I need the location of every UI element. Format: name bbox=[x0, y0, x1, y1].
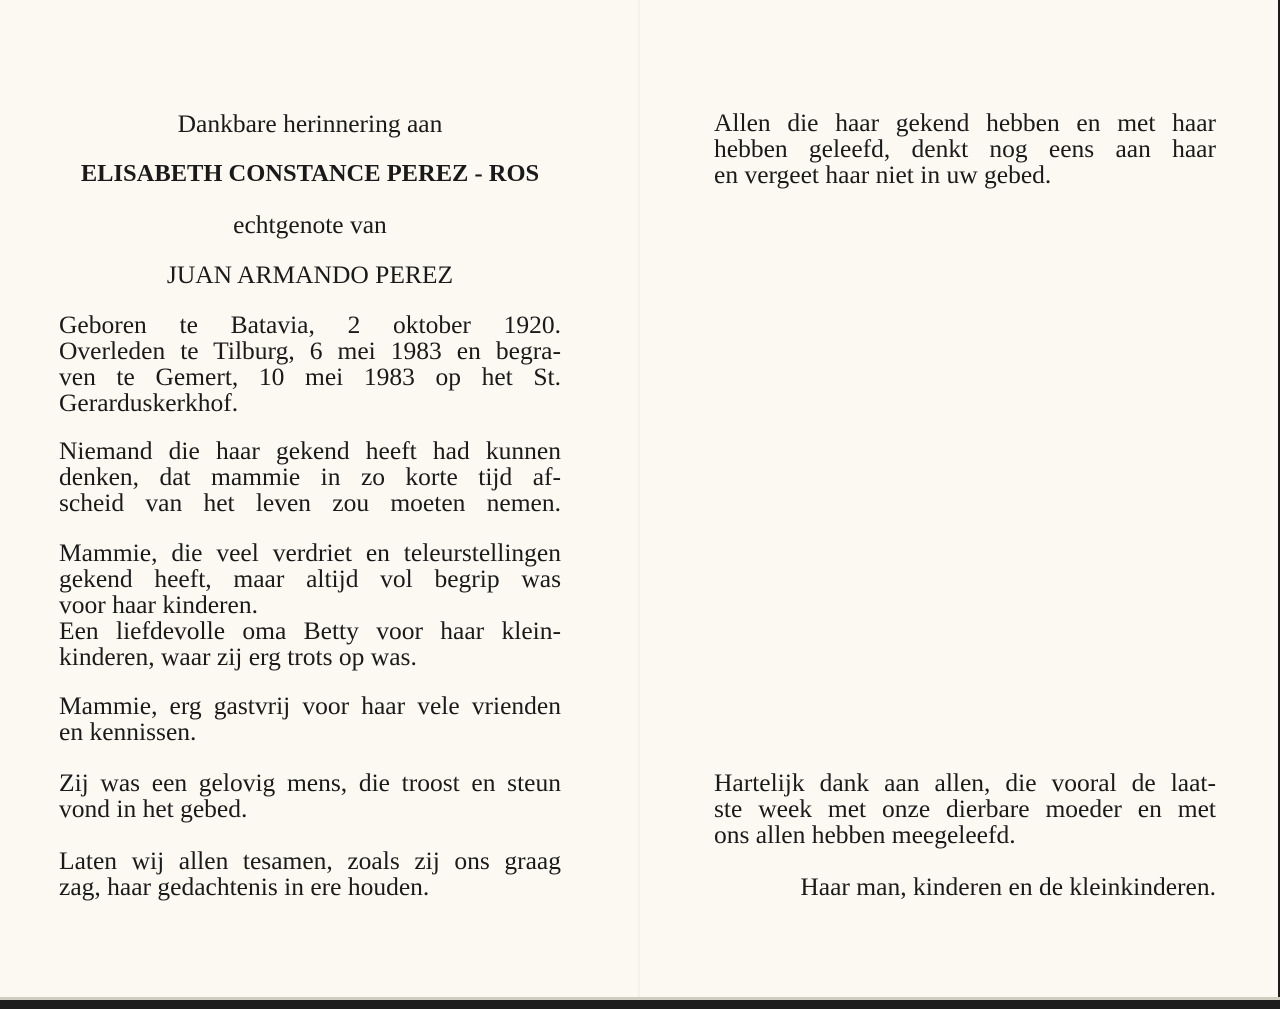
paragraph-line: Mammie, die veel verdriet en teleurstellingen bbox=[59, 538, 561, 567]
paragraph-line: ven te Gemert, 10 mei 1983 op het St. bbox=[59, 362, 561, 391]
paragraph-line: en vergeet haar niet in uw gebed. bbox=[714, 160, 1052, 189]
left-page bbox=[59, 0, 561, 1000]
paragraph-line: Niemand die haar gekend heeft had kunnen bbox=[59, 436, 561, 465]
intro-text: Dankbare herinnering aan bbox=[177, 109, 443, 138]
paragraph-line: kinderen, waar zij erg trots op was. bbox=[59, 642, 417, 671]
paragraph-line: Hartelijk dank aan allen, die vooral de laat- bbox=[714, 768, 1216, 797]
paragraph-line: en kennissen. bbox=[59, 717, 197, 746]
paragraph-line: denken, dat mammie in zo korte tijd af- bbox=[59, 462, 561, 491]
paragraph-line: Allen die haar gekend hebben en met haar bbox=[714, 108, 1216, 137]
paragraph-line: vond in het gebed. bbox=[59, 794, 248, 823]
tribute-paragraph-5 bbox=[59, 848, 561, 900]
paragraph-line: Overleden te Tilburg, 6 mei 1983 en begra- bbox=[59, 336, 561, 365]
thanks-paragraph bbox=[714, 770, 1216, 848]
card-fold bbox=[638, 0, 640, 1000]
paragraph-line: Laten wij allen tesamen, zoals zij ons graag bbox=[59, 846, 561, 875]
paragraph-line: Mammie, erg gastvrij voor haar vele vrienden bbox=[59, 691, 561, 720]
tribute-paragraph-1 bbox=[59, 438, 561, 516]
right-page bbox=[714, 0, 1216, 1000]
paragraph-line: ons allen hebben meegeleefd. bbox=[714, 820, 1016, 849]
paragraph-line: scheid van het leven zou moeten nemen. bbox=[59, 488, 561, 517]
spouse-intro: echtgenote van bbox=[233, 210, 387, 239]
paragraph-line: zag, haar gedachtenis in ere houden. bbox=[59, 872, 430, 901]
tribute-paragraph-2 bbox=[59, 540, 561, 670]
family-signature: Haar man, kinderen en de kleinkinderen. bbox=[800, 872, 1216, 901]
paragraph-line: Een liefdevolle oma Betty voor haar klein- bbox=[59, 616, 561, 645]
deceased-name: ELISABETH CONSTANCE PEREZ - ROS bbox=[80, 160, 540, 187]
paragraph-line: gekend heeft, maar altijd vol begrip was bbox=[59, 564, 561, 593]
spouse-name: JUAN ARMANDO PEREZ bbox=[166, 260, 454, 289]
tribute-paragraph-4 bbox=[59, 770, 561, 822]
paragraph-line: hebben geleefd, denkt nog eens aan haar bbox=[714, 134, 1216, 163]
paragraph-line: Gerarduskerkhof. bbox=[59, 388, 239, 417]
paragraph-line: ste week met onze dierbare moeder en met bbox=[714, 794, 1216, 823]
remembrance-paragraph bbox=[714, 110, 1216, 188]
paragraph-line: Zij was een gelovig mens, die troost en steun bbox=[59, 768, 561, 797]
paragraph-line: Geboren te Batavia, 2 oktober 1920. bbox=[59, 310, 561, 339]
birth-death-paragraph bbox=[59, 312, 561, 416]
tribute-paragraph-3 bbox=[59, 693, 561, 745]
paragraph-line: voor haar kinderen. bbox=[59, 590, 258, 619]
